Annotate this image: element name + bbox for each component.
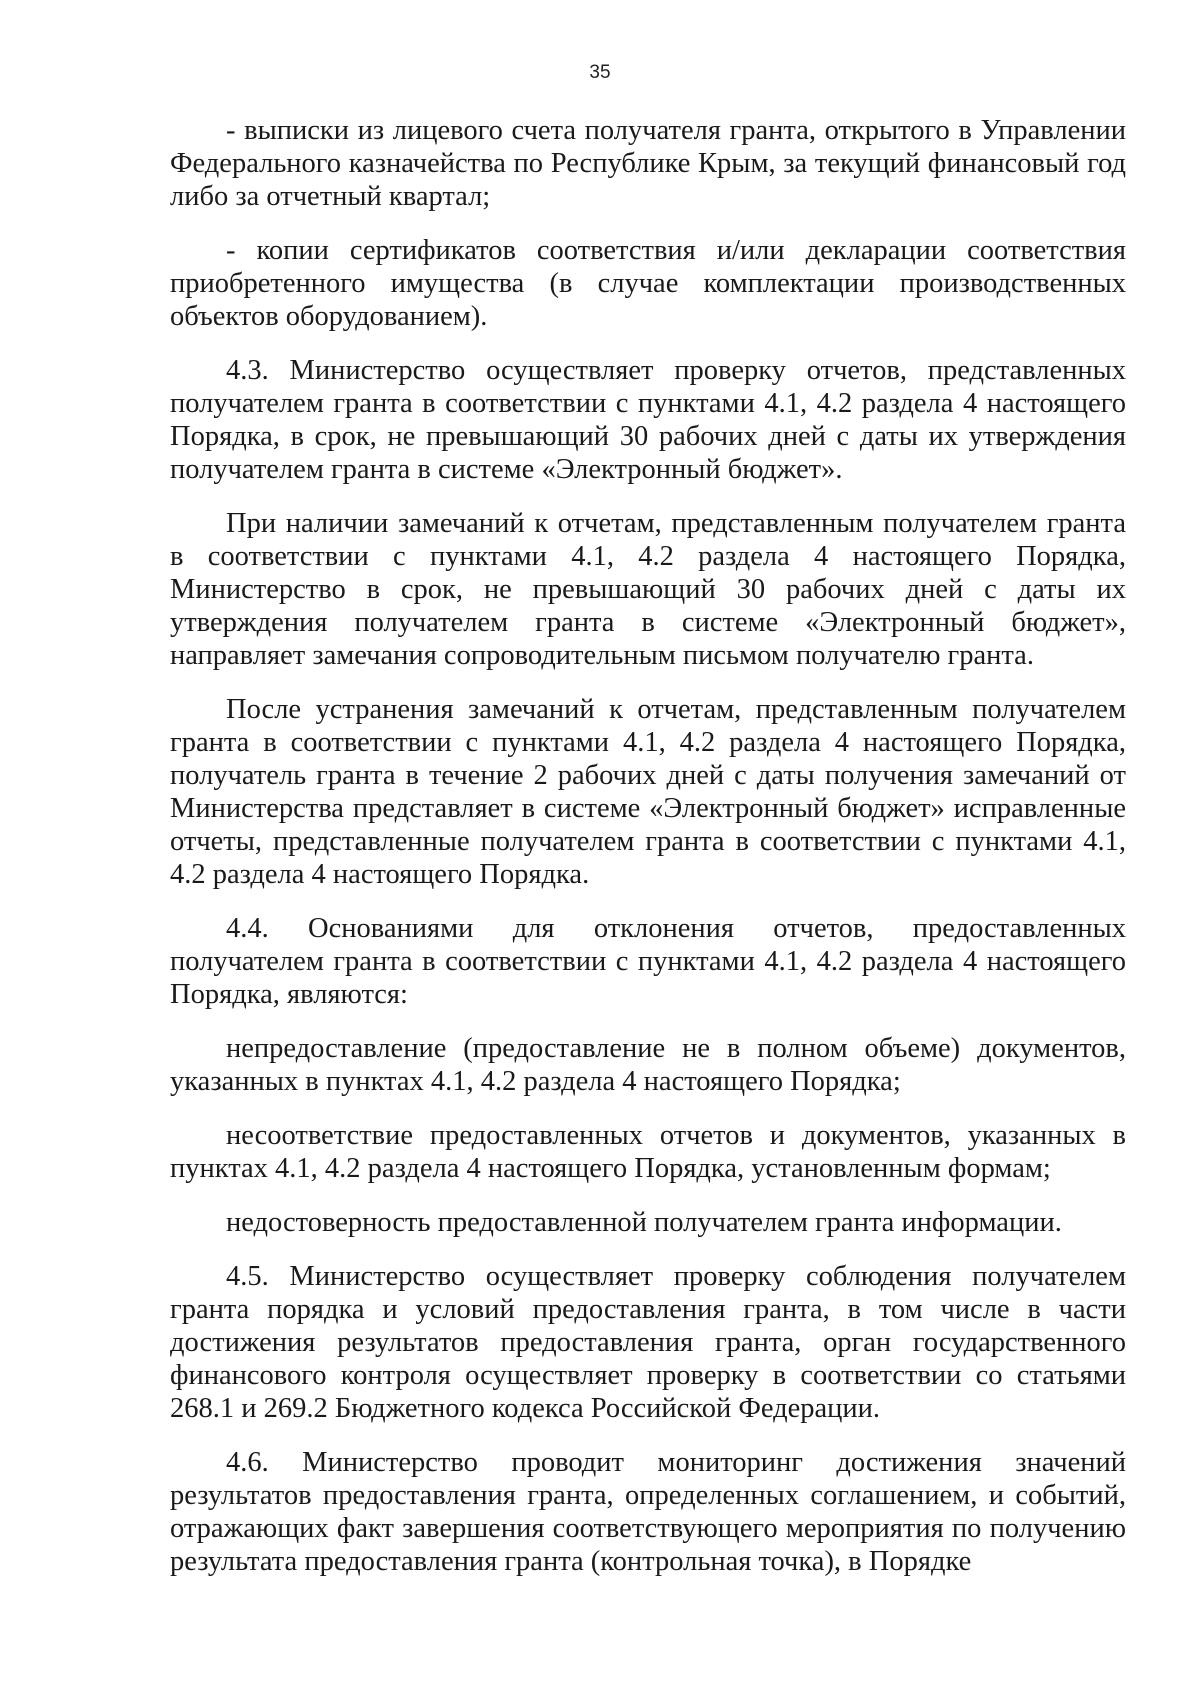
paragraph-remarks: При наличии замечаний к отчетам, представленным получателем гранта в соответствии с пунктами 4.1, 4.2 раздела 4 настоящего Порядка, Министерство в срок, не превышающий 30 рабочих дней с даты их утверждения получателем гранта в системе «Электронный бюджет», направляет замечания сопроводительным письмом получателю гранта. [170,508,1126,671]
paragraph-4-6: 4.6. Министерство проводит мониторинг достижения значений результатов предоставления гранта, определенных соглашением, и событий, отражающих факт завершения соответствующего мероприятия по получению результата предоставления гранта (контрольная точка), в Порядке [170,1447,1126,1577]
paragraph-non-compliance: несоответствие предоставленных отчетов и документов, указанных в пунктах 4.1, 4.2 раздела 4 настоящего Порядка, установленным формам; [170,1120,1126,1184]
paragraph-4-4: 4.4. Основаниями для отклонения отчетов, предоставленных получателем гранта в соответствии с пунктами 4.1, 4.2 раздела 4 настоящего Порядка, являются: [170,913,1126,1010]
paragraph-unreliability: недостоверность предоставленной получателем гранта информации. [226,1207,1062,1238]
paragraph-certificate-copies: - копии сертификатов соответствия и/или декларации соответствия приобретенного имущества (в случае комплектации производственных объектов оборудованием). [170,235,1126,332]
paragraph-after-remarks: После устранения замечаний к отчетам, представленным получателем гранта в соответствии с пунктами 4.1, 4.2 раздела 4 настоящего Порядка, получатель гранта в течение 2 рабочих дней с даты получения замечаний от Министерства представляет в системе «Электронный бюджет» исправленные отчеты, представленные получателем гранта в соответствии с пунктами 4.1, 4.2 раздела 4 настоящего Порядка. [170,694,1126,890]
paragraph-statement-extract: - выписки из лицевого счета получателя гранта, открытого в Управлении Федерального казначейства по Республике Крым, за текущий финансовый год либо за отчетный квартал; [170,115,1126,212]
paragraph-non-provision: непредоставление (предоставление не в полном объеме) документов, указанных в пунктах 4.1, 4.2 раздела 4 настоящего Порядка; [170,1033,1126,1097]
paragraph-4-3: 4.3. Министерство осуществляет проверку отчетов, представленных получателем гранта в соответствии с пунктами 4.1, 4.2 раздела 4 настоящего Порядка, в срок, не превышающий 30 рабочих дней с даты их утверждения получателем гранта в системе «Электронный бюджет». [170,355,1126,485]
document-body [170,114,1126,1599]
page-number: 35 [589,62,611,83]
paragraph-4-5: 4.5. Министерство осуществляет проверку соблюдения получателем гранта порядка и условий предоставления гранта, в том числе в части достижения результатов предоставления гранта, орган государственного финансового контроля осуществляет проверку в соответствии со статьями 268.1 и 269.2 Бюджетного кодекса Российской Федерации. [170,1261,1126,1424]
